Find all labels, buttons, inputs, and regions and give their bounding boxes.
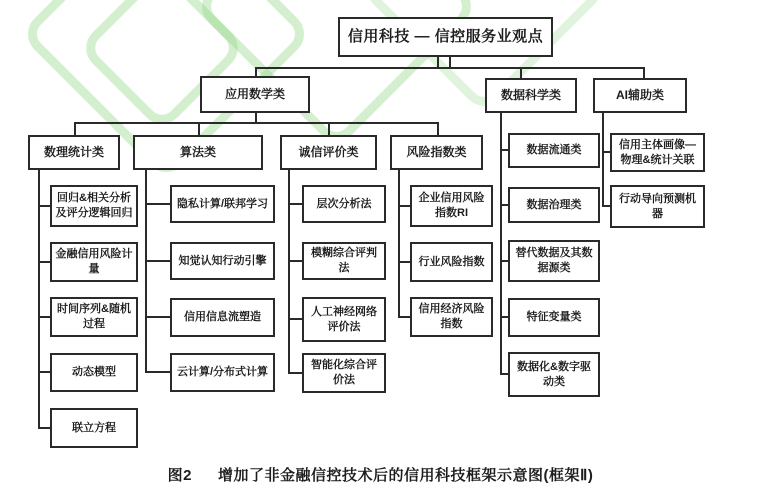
node-leaf: 隐私计算/联邦学习 xyxy=(170,185,275,223)
connector xyxy=(288,170,290,374)
connector xyxy=(500,260,508,262)
connector xyxy=(38,205,50,207)
node-leaf: 数据治理类 xyxy=(508,187,600,223)
connector xyxy=(602,113,604,207)
node-leaf: 金融信用风险计量 xyxy=(50,242,138,282)
figure-caption xyxy=(0,464,761,485)
connector xyxy=(145,170,147,373)
connector xyxy=(398,261,410,263)
node-leaf: 云计算/分布式计算 xyxy=(170,353,275,392)
node-leaf: 信用经济风险指数 xyxy=(410,297,493,337)
connector xyxy=(398,316,410,318)
connector xyxy=(38,316,50,318)
connector xyxy=(328,122,330,136)
node-leaf: 人工神经网络评价法 xyxy=(302,297,386,342)
node-leaf: 特征变量类 xyxy=(508,298,600,337)
caption-figure-number: 图2 xyxy=(167,467,192,484)
connector xyxy=(500,373,508,375)
node-leaf: 行动导向预测机器 xyxy=(610,185,705,228)
connector xyxy=(602,205,610,207)
connector xyxy=(145,316,170,318)
connector xyxy=(145,260,170,262)
node-ai-assist: AI辅助类 xyxy=(593,78,687,113)
node-leaf: 数据流通类 xyxy=(508,133,600,168)
connector xyxy=(398,205,410,207)
connector xyxy=(198,122,200,136)
node-risk-index: 风险指数类 xyxy=(390,135,483,170)
node-leaf: 行业风险指数 xyxy=(410,242,493,282)
node-leaf: 时间序列&随机过程 xyxy=(50,297,138,337)
node-leaf: 联立方程 xyxy=(50,408,138,448)
connector xyxy=(500,204,508,206)
connector xyxy=(38,427,50,429)
node-algorithms: 算法类 xyxy=(133,135,263,170)
node-leaf: 替代数据及其数据源类 xyxy=(508,240,600,282)
connector xyxy=(602,151,610,153)
connector xyxy=(74,122,439,124)
connector xyxy=(255,67,645,69)
connector xyxy=(398,170,400,318)
connector xyxy=(288,372,302,374)
node-leaf: 信用主体画像—物理&统计关联 xyxy=(610,133,705,172)
node-leaf: 知觉认知行动引擎 xyxy=(170,242,275,280)
node-leaf: 企业信用风险指数RI xyxy=(410,185,493,227)
node-data-science: 数据科学类 xyxy=(485,78,577,113)
node-root: 信用科技 — 信控服务业观点 xyxy=(338,17,553,57)
connector xyxy=(38,371,50,373)
connector xyxy=(288,260,302,262)
node-math-stats: 数理统计类 xyxy=(28,135,120,170)
node-leaf: 动态模型 xyxy=(50,353,138,392)
connector xyxy=(288,203,302,205)
connector xyxy=(38,170,40,428)
node-integrity-eval: 诚信评价类 xyxy=(280,135,377,170)
node-leaf: 智能化综合评价法 xyxy=(302,353,386,393)
connector xyxy=(437,57,439,67)
connector xyxy=(437,122,439,136)
node-leaf: 数据化&数字驱动类 xyxy=(508,352,600,397)
connector xyxy=(500,149,508,151)
connector xyxy=(500,316,508,318)
connector xyxy=(38,261,50,263)
node-applied-math: 应用数学类 xyxy=(200,76,310,113)
connector xyxy=(449,57,451,67)
node-leaf: 回归&相关分析及评分逻辑回归 xyxy=(50,185,138,227)
caption-text: 增加了非金融信控技术后的信用科技框架示意图(框架Ⅱ) xyxy=(217,467,594,484)
connector xyxy=(500,113,502,375)
node-leaf: 层次分析法 xyxy=(302,185,386,223)
connector xyxy=(74,122,76,136)
connector xyxy=(288,318,302,320)
connector xyxy=(145,203,170,205)
node-leaf: 模糊综合评判法 xyxy=(302,242,386,280)
connector xyxy=(145,371,170,373)
node-leaf: 信用信息流塑造 xyxy=(170,298,275,337)
